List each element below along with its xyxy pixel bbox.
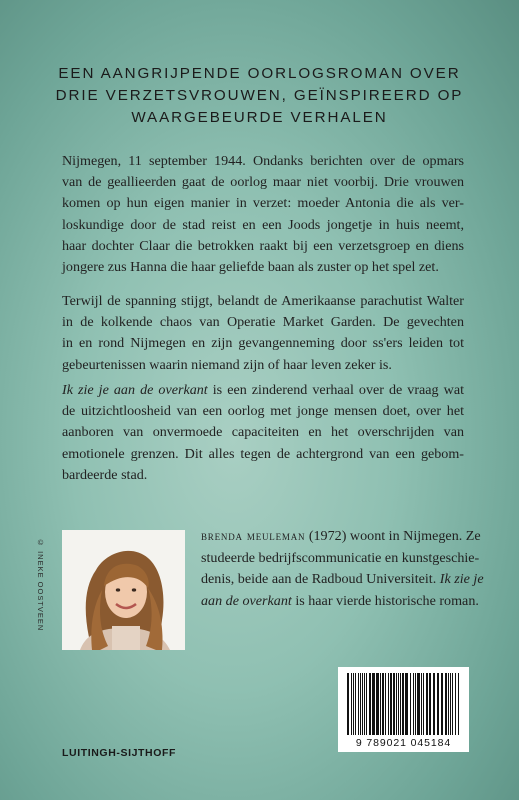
text-line: in de kolkende chaos van Operatie Market Garden. De gevechten [62, 314, 464, 331]
synopsis-paragraph-3 [62, 380, 464, 486]
text-fragment: is een zinderend verhaal over de vraag wat [207, 382, 464, 398]
book-title-italic: aan de overkant [201, 592, 292, 609]
text-line: aanboren van onvermoede capaciteiten en het overschrijden van [62, 424, 464, 441]
headline-line: WAARGEBEURDE VERHALEN [131, 109, 388, 126]
text-line: loskundige door de stad reist en een Joods jongetje in huis neemt, [62, 216, 464, 233]
author-portrait-image [62, 530, 185, 650]
headline-line: EEN AANGRIJPENDE OORLOGSROMAN OVER [58, 65, 461, 82]
text-line [201, 591, 479, 613]
synopsis-paragraph-2 [62, 291, 464, 376]
text-line: jongere zus Hanna die haar geliefde baan als zuster op het spel zet. [62, 259, 439, 276]
text-line: gebeurtenissen waarin niemand zijn of haar leven zeker is. [62, 356, 392, 373]
text-line: bardeerde stad. [62, 466, 148, 483]
text-line [62, 380, 464, 401]
barcode-icon [345, 673, 462, 735]
text-line: de uitzichtloosheid van een oorlog met jonge mensen doet, over het [62, 403, 464, 420]
headline [40, 63, 479, 129]
photo-credit: © INEKE OOSTVEEN [36, 538, 45, 632]
book-title-italic: Ik zie je [439, 571, 484, 587]
text-line: Nijmegen, 11 september 1944. Ondanks berichten over de opmars [62, 153, 464, 169]
synopsis-paragraph-1 [62, 151, 464, 278]
text-line: in en rond Nijmegen en zijn gevangenneming door ss'ers leiden tot [62, 335, 464, 352]
isbn-number: 9 789021 045184 [355, 737, 452, 749]
publisher-name: LUITINGH-SIJTHOFF [62, 747, 177, 759]
text-line: komen op hun eigen manier in verzet: moeder Antonia die als ver- [62, 195, 464, 212]
isbn-barcode [338, 667, 469, 752]
text-line: Terwijl de spanning stijgt, belandt de Amerikaanse parachutist Walter [62, 293, 464, 309]
text-line: emotionele grenzen. Dit alles tegen de achtergrond van een gebom- [62, 445, 464, 462]
text-line [201, 569, 484, 591]
text-fragment: is haar vierde historische roman. [291, 592, 479, 609]
text-line [201, 525, 481, 548]
book-title-italic: Ik zie je aan de overkant [62, 382, 208, 398]
text-fragment: (1972) woont in Nijmegen. Ze [305, 528, 481, 544]
author-bio [201, 525, 484, 612]
headline-line: DRIE VERZETSVROUWEN, GEÏNSPIREERD OP [55, 87, 464, 104]
author-photo [62, 530, 185, 650]
text-fragment: denis, beide aan de Radboud Universiteit. [201, 571, 437, 587]
author-name: brenda meuleman [201, 528, 306, 543]
text-line: studeerde bedrijfscommunicatie en kunstgeschie- [201, 549, 480, 566]
text-line: van de geallieerden gaat de oorlog maar niet voorbij. Drie vrouwen [62, 174, 464, 191]
text-line: haar dochter Claar die betrokken raakt bij een verzetsgroep en diens [62, 237, 464, 254]
